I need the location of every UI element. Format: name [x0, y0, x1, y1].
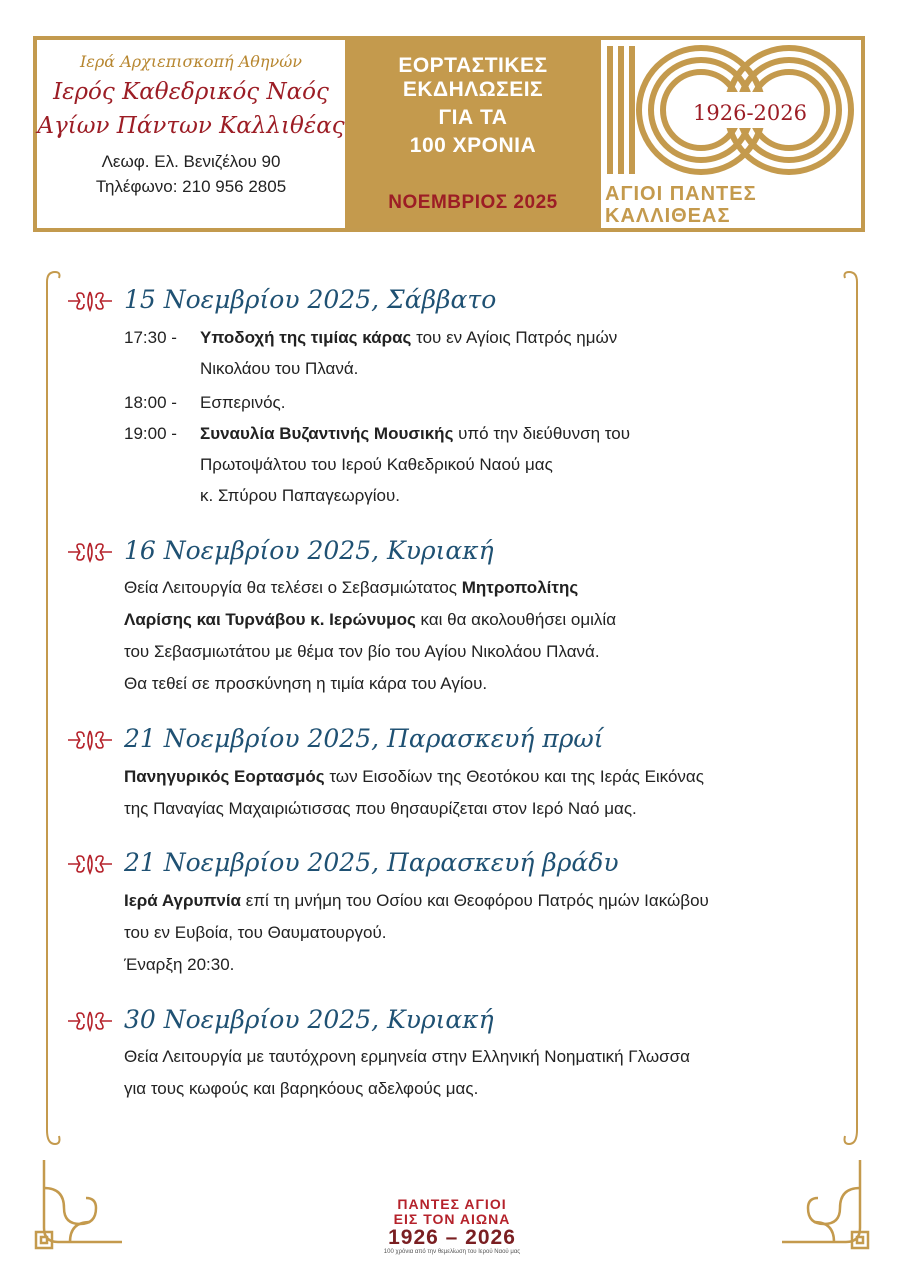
- logo-line2: ΚΑΛΛΙΘΕΑΣ: [605, 205, 731, 227]
- celebration-line2: ΕΚΔΗΛΩΣΕΙΣ: [402, 78, 544, 101]
- logo-years: 1926-2026: [693, 101, 807, 125]
- month-label: ΝΟΕΜΒΡΙΟΣ 2025: [388, 192, 558, 213]
- church-phone: Τηλέφωνο: 210 956 2805: [95, 177, 287, 196]
- church-name-line2: Αγίων Πάντων Καλλιθέας: [37, 113, 345, 139]
- event-time: 17:30 -: [124, 328, 177, 347]
- centenary-logo: [601, 40, 861, 228]
- celebration-line4: 100 ΧΡΟΝΙΑ: [409, 134, 537, 157]
- event-text: Θα τεθεί σε προσκύνηση η τιμία κάρα του Αγίου.: [124, 674, 488, 693]
- event-text: Εσπερινός.: [200, 393, 286, 412]
- church-address: Λεωφ. Ελ. Βενιζέλου 90: [101, 152, 281, 171]
- event-text: του εν Ευβοία, του Θαυματουργού.: [124, 923, 387, 942]
- ornament-icon: [66, 729, 114, 751]
- event-text: Πρωτοψάλτου του Ιερού Καθεδρικού Ναού μας: [200, 455, 553, 474]
- event-text: Νικολάου του Πλανά.: [200, 359, 359, 378]
- event-text: Λαρίσης και Τυρνάβου κ. Ιερώνυμος και θα ακολουθήσει ομιλία: [124, 610, 617, 629]
- event-text: Συναυλία Βυζαντινής Μουσικής υπό την διεύθυνση του: [200, 424, 630, 443]
- event-title: 21 Νοεμβρίου 2025, Παρασκευή βράδυ: [124, 848, 619, 877]
- event-text: του Σεβασμιωτάτου με θέμα τον βίο του Αγίου Νικολάου Πλανά.: [124, 642, 600, 661]
- footer-line1: ΠΑΝΤΕΣ ΑΓΙΟΙ: [397, 1196, 507, 1212]
- archdiocese-name: Ιερά Αρχιεπισκοπή Αθηνών: [79, 52, 302, 71]
- event-title: 21 Νοεμβρίου 2025, Παρασκευή πρωί: [124, 724, 604, 753]
- event-text: Θεία Λειτουργία θα τελέσει ο Σεβασμιώτατος Μητροπολίτης: [124, 578, 579, 597]
- event-text: Θεία Λειτουργία με ταυτόχρονη ερμηνεία στην Ελληνική Νοηματική Γλωσσα: [124, 1047, 690, 1066]
- header-banner: [33, 36, 865, 232]
- event-text: Έναρξη 20:30.: [124, 955, 235, 974]
- event-title: 15 Νοεμβρίου 2025, Σάββατο: [124, 285, 497, 314]
- footer-caption: 100 χρόνια από την θεμελίωση του Ιερού Ναού μας: [383, 1249, 521, 1255]
- footer-years: 1926 – 2026: [388, 1226, 516, 1249]
- event-text: για τους κωφούς και βαρηκόους αδελφούς μας.: [124, 1079, 479, 1098]
- church-info: [37, 40, 345, 228]
- logo-line1: ΑΓΙΟΙ ΠΑΝΤΕΣ: [605, 183, 757, 205]
- celebration-line3: ΓΙΑ ΤΑ: [438, 106, 508, 129]
- event-title: 30 Νοεμβρίου 2025, Κυριακή: [124, 1005, 494, 1034]
- celebration-panel: [345, 40, 601, 228]
- ornament-icon: [66, 853, 114, 875]
- corner-ornament-icon: [778, 1158, 874, 1254]
- event-title: 16 Νοεμβρίου 2025, Κυριακή: [124, 536, 494, 565]
- ornament-icon: [66, 1010, 114, 1032]
- celebration-line1: ΕΟΡΤΑΣΤΙΚΕΣ: [398, 54, 548, 77]
- ornament-icon: [66, 541, 114, 563]
- footer-logo: [360, 1197, 544, 1255]
- event-text: της Παναγίας Μαχαιριώτισσας που θησαυρίζεται στον Ιερό Ναό μας.: [124, 799, 637, 818]
- corner-ornament-icon: [30, 1158, 126, 1254]
- church-name-line1: Ιερός Καθεδρικός Ναός: [53, 79, 329, 105]
- event-time: 19:00 -: [124, 424, 177, 443]
- footer-line2: ΕΙΣ ΤΟΝ ΑΙΩΝΑ: [393, 1211, 511, 1227]
- event-text: Υποδοχή της τιμίας κάρας του εν Αγίοις Πατρός ημών: [200, 328, 618, 347]
- event-text: Ιερά Αγρυπνία επί τη μνήμη του Οσίου και Θεοφόρου Πατρός ημών Ιακώβου: [124, 891, 709, 910]
- ornament-icon: [66, 290, 114, 312]
- event-text: Πανηγυρικός Εορτασμός των Εισοδίων της Θεοτόκου και της Ιεράς Εικόνας: [124, 767, 704, 786]
- event-text: κ. Σπύρου Παπαγεωργίου.: [200, 486, 401, 505]
- event-time: 18:00 -: [124, 393, 177, 412]
